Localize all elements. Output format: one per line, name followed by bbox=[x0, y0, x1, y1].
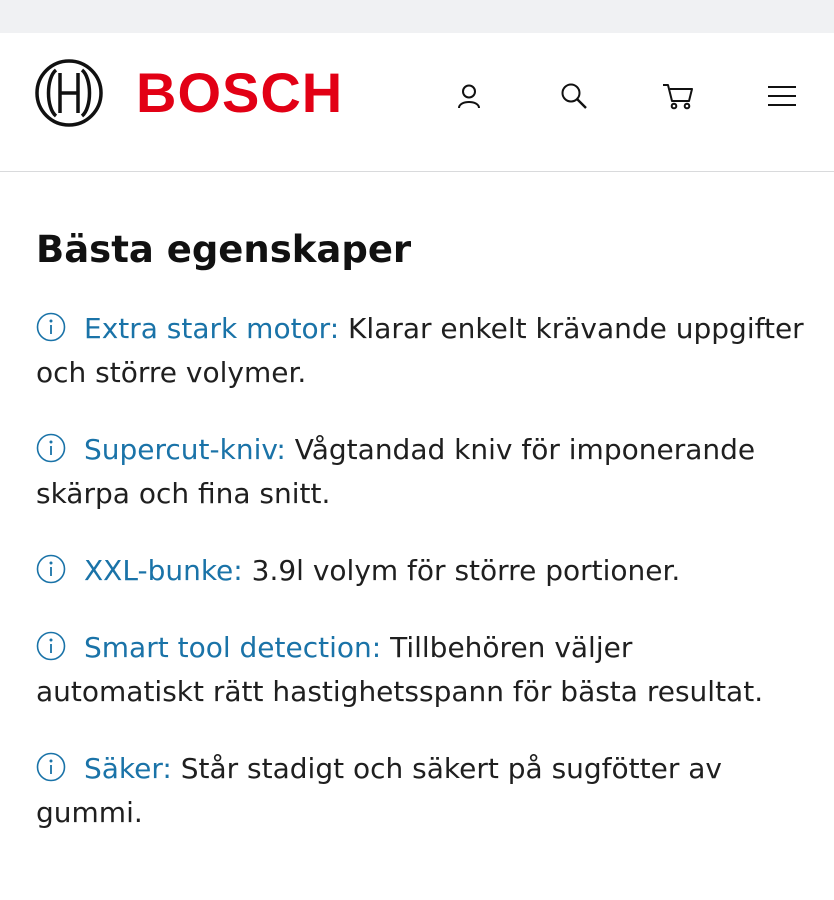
feature-name[interactable]: Smart tool detection: bbox=[84, 631, 382, 664]
bosch-logo-icon[interactable] bbox=[34, 58, 104, 128]
status-bar-strip bbox=[0, 0, 834, 33]
cart-icon bbox=[662, 82, 694, 110]
search-icon bbox=[560, 82, 588, 110]
search-button[interactable] bbox=[557, 79, 591, 113]
feature-text: 3.9l volym för större portioner. bbox=[251, 554, 681, 587]
feature-name[interactable]: Supercut-kniv: bbox=[84, 433, 286, 466]
info-icon[interactable] bbox=[36, 631, 66, 661]
cart-button[interactable] bbox=[661, 79, 695, 113]
feature-list bbox=[36, 307, 806, 835]
info-icon[interactable] bbox=[36, 433, 66, 463]
section-title: Bästa egenskaper bbox=[36, 228, 412, 271]
info-icon[interactable] bbox=[36, 554, 66, 584]
feature-name[interactable]: XXL-bunke: bbox=[84, 554, 243, 587]
site-header bbox=[0, 33, 834, 172]
features-section bbox=[36, 215, 806, 835]
feature-text: Står stadigt och säkert på sugfötter av gummi. bbox=[36, 752, 722, 829]
feature-text: Vågtandad kniv för imponerande skärpa och fina snitt. bbox=[36, 433, 756, 510]
feature-item bbox=[36, 549, 806, 593]
menu-button[interactable] bbox=[765, 79, 799, 113]
info-icon[interactable] bbox=[36, 312, 66, 342]
feature-name[interactable]: Extra stark motor: bbox=[84, 312, 340, 345]
feature-item bbox=[36, 428, 806, 516]
feature-item bbox=[36, 307, 806, 395]
hamburger-menu-icon bbox=[767, 85, 797, 107]
info-icon[interactable] bbox=[36, 752, 66, 782]
account-button[interactable] bbox=[452, 79, 486, 113]
feature-item bbox=[36, 747, 806, 835]
feature-name[interactable]: Säker: bbox=[84, 752, 172, 785]
user-icon bbox=[456, 83, 482, 109]
feature-text: Tillbehören väljer automatiskt rätt hastighetsspann för bästa resultat. bbox=[36, 631, 764, 708]
feature-text: Klarar enkelt krävande uppgifter och större volymer. bbox=[36, 312, 804, 389]
brand-wordmark[interactable]: BOSCH bbox=[136, 61, 344, 124]
feature-item bbox=[36, 626, 806, 714]
